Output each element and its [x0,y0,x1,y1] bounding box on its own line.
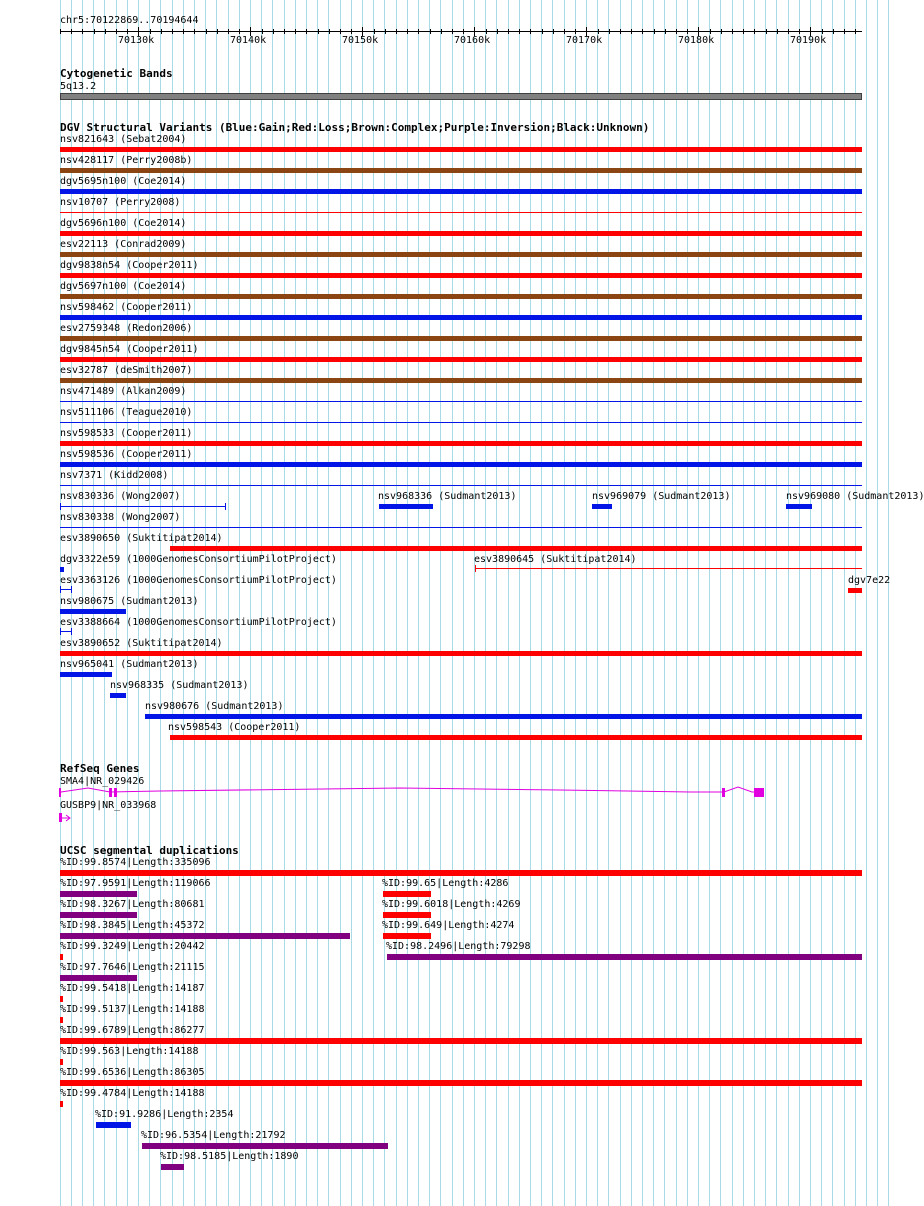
variant-label: nsv968335 (Sudmant2013) [110,680,249,691]
segdup-label: %ID:99.5418|Length:14187 [60,983,205,994]
grid-line [284,0,285,1206]
variant-label: nsv830336 (Wong2007) [60,491,181,502]
ruler-tick [82,29,83,34]
ruler-tick [598,29,599,34]
segdup-bar[interactable] [60,870,862,876]
ruler-tick [407,29,408,34]
ruler-tick [329,29,330,34]
grid-line [855,0,856,1206]
variant-label: nsv598543 (Cooper2011) [168,722,301,733]
segdup-label: %ID:99.6018|Length:4269 [382,899,521,910]
grid-line [552,0,553,1206]
variant-label: dgv9845n54 (Cooper2011) [60,344,199,355]
ruler-tick [855,29,856,34]
cytoband-bar[interactable] [60,93,862,100]
ruler-tick [732,29,733,34]
ruler-tick [754,29,755,34]
ruler-tick [172,29,173,34]
segdup-label: %ID:91.9286|Length:2354 [95,1109,234,1120]
ruler-tick [833,29,834,34]
grid-line [821,0,822,1206]
ruler-tick [318,29,319,34]
variant-label: nsv980676 (Sudmant2013) [145,701,284,712]
segdup-label: %ID:98.3267|Length:80681 [60,899,205,910]
variant-bar[interactable] [110,693,126,698]
grid-line [608,0,609,1206]
refseq-track-title: RefSeq Genes [60,762,140,775]
variant-bar[interactable] [60,485,862,486]
variant-label: nsv980675 (Sudmant2013) [60,596,199,607]
ruler-tick [530,29,531,34]
segdup-bar[interactable] [60,891,137,897]
ruler-tick [273,29,274,34]
variant-bar[interactable] [60,294,862,299]
grid-line [373,0,374,1206]
segdup-label: %ID:99.6789|Length:86277 [60,1025,205,1036]
variant-bar[interactable] [170,546,862,551]
variant-label: esv2759348 (Redon2006) [60,323,193,334]
ruler-tick [564,29,565,34]
variant-label: nsv598533 (Cooper2011) [60,428,193,439]
grid-line [205,0,206,1206]
segdup-bar[interactable] [60,975,137,981]
ruler-tick [766,29,767,34]
variant-bar[interactable] [60,609,126,614]
ruler-tick [508,29,509,34]
segdup-label: %ID:97.7646|Length:21115 [60,962,205,973]
ruler-tick [609,29,610,34]
variant-label: nsv511106 (Teague2010) [60,407,193,418]
ruler-tick [374,29,375,34]
segdup-bar[interactable] [60,1059,63,1065]
grid-line [530,0,531,1206]
variant-label: nsv830338 (Wong2007) [60,512,181,523]
grid-line [429,0,430,1206]
grid-line [295,0,296,1206]
variant-end-cap [475,565,476,572]
grid-line [440,0,441,1206]
variant-label: nsv10707 (Perry2008) [60,197,181,208]
ruler-tick [295,29,296,34]
grid-line [272,0,273,1206]
grid-line [452,0,453,1206]
segdup-label: %ID:98.2496|Length:79298 [386,941,531,952]
variant-bar[interactable] [60,506,226,507]
ruler-tick-label: 70170k [566,35,603,46]
gene-exon [114,788,117,797]
variant-bar[interactable] [60,672,112,677]
segdup-label: %ID:99.65|Length:4286 [382,878,509,889]
variant-label: dgv5696n100 (Coe2014) [60,218,187,229]
grid-line [351,0,352,1206]
ruler-tick [519,29,520,34]
grid-line [653,0,654,1206]
grid-line [317,0,318,1206]
ruler-tick [217,29,218,34]
ruler-tick [497,29,498,34]
variant-bar[interactable] [60,147,862,152]
grid-line [519,0,520,1206]
variant-bar[interactable] [60,168,862,173]
variant-bar[interactable] [60,462,862,467]
variant-bar[interactable] [60,315,862,320]
variant-bar[interactable] [60,527,862,528]
variant-end-cap [71,628,72,635]
segdup-bar[interactable] [60,996,63,1002]
segdup-label: %ID:98.5185|Length:1890 [160,1151,299,1162]
variant-bar[interactable] [60,231,862,236]
grid-line [765,0,766,1206]
ruler-tick [676,29,677,34]
variant-label: nsv968336 (Sudmant2013) [378,491,517,502]
variant-bar[interactable] [379,504,433,509]
variant-bar[interactable] [60,212,862,213]
grid-line [575,0,576,1206]
grid-line [228,0,229,1206]
ruler-tick [262,29,263,34]
variant-end-cap [60,503,61,510]
gene-exon [109,788,112,797]
ruler-tick [463,29,464,34]
ruler-tick [777,29,778,34]
variant-label: esv3363126 (1000GenomesConsortiumPilotProject) [60,575,337,586]
variant-bar[interactable] [60,567,64,572]
gene-label: GUSBP9|NR_033968 [60,800,157,811]
grid-line [620,0,621,1206]
variant-bar[interactable] [60,401,862,402]
variant-bar[interactable] [848,588,862,593]
ruler-tick [844,29,845,34]
ruler-tick [306,29,307,34]
segdup-bar[interactable] [142,1143,388,1149]
grid-line [664,0,665,1206]
grid-line [597,0,598,1206]
strand-arrow-icon [58,812,74,824]
ruler-tick-label: 70130k [118,35,155,46]
variant-bar[interactable] [592,504,612,509]
grid-line [541,0,542,1206]
ruler-tick [575,29,576,34]
variant-bar[interactable] [60,357,862,362]
variant-bar[interactable] [60,252,862,257]
variant-label: dgv3322e59 (1000GenomesConsortiumPilotProject) [60,554,337,565]
ruler-tick [553,29,554,34]
variant-bar[interactable] [170,735,862,740]
grid-line [485,0,486,1206]
ruler-tick [239,29,240,34]
grid-line [877,0,878,1206]
segdup-label: %ID:96.5354|Length:21792 [141,1130,286,1141]
variant-label: esv3388664 (1000GenomesConsortiumPilotProject) [60,617,337,628]
ruler-tick [150,29,151,34]
variant-label: nsv471489 (Alkan2009) [60,386,187,397]
grid-line [586,0,587,1206]
variant-label: nsv598536 (Cooper2011) [60,449,193,460]
ruler-tick [127,29,128,34]
variant-bar[interactable] [475,568,862,569]
ruler-tick [542,29,543,34]
grid-line [676,0,677,1206]
segdup-bar[interactable] [60,1101,63,1107]
grid-line [396,0,397,1206]
variant-label: esv3890645 (Suktitipat2014) [474,554,637,565]
grid-line [261,0,262,1206]
segdup-bar[interactable] [60,954,63,960]
variant-label: dgv5697n100 (Coe2014) [60,281,187,292]
segdup-bar[interactable] [383,891,431,897]
ruler-tick [631,29,632,34]
grid-line [832,0,833,1206]
ruler-tick [351,29,352,34]
ruler-tick [161,29,162,34]
segdup-bar[interactable] [383,912,431,918]
segdup-label: %ID:99.649|Length:4274 [382,920,515,931]
grid-line [709,0,710,1206]
grid-line [687,0,688,1206]
segdup-label: %ID:99.3249|Length:20442 [60,941,205,952]
ruler-tick [654,29,655,34]
grid-line [496,0,497,1206]
ruler-tick [687,29,688,34]
ruler-tick [620,29,621,34]
grid-line [306,0,307,1206]
variant-label: nsv965041 (Sudmant2013) [60,659,199,670]
grid-line [418,0,419,1206]
cytoband-label: 5q13.2 [60,81,97,92]
variant-bar[interactable] [786,504,812,509]
segdup-track-title: UCSC segmental duplications [60,844,239,857]
ruler-tick [105,29,106,34]
gene-exon [59,788,61,797]
ruler-tick-label: 70190k [790,35,827,46]
ruler-tick [418,29,419,34]
grid-line [631,0,632,1206]
ruler-tick [340,29,341,34]
grid-line [799,0,800,1206]
segdup-label: %ID:99.563|Length:14188 [60,1046,199,1057]
segdup-label: %ID:99.4784|Length:14188 [60,1088,205,1099]
ruler-tick [60,29,61,34]
variant-label: nsv969080 (Sudmant2013) [786,491,924,502]
variant-label: esv3890652 (Suktitipat2014) [60,638,223,649]
variant-end-cap [71,586,72,593]
variant-label: esv32787 (deSmith2007) [60,365,193,376]
grid-line [463,0,464,1206]
variant-label: dgv9838n54 (Cooper2011) [60,260,199,271]
variant-end-cap [60,628,61,635]
variant-bar[interactable] [60,378,862,383]
ruler-tick-label: 70150k [342,35,379,46]
variant-bar[interactable] [60,651,862,656]
variant-label: nsv598462 (Cooper2011) [60,302,193,313]
ruler-tick [788,29,789,34]
grid-line [888,0,889,1206]
variant-label: dgv5695n100 (Coe2014) [60,176,187,187]
segdup-label: %ID:99.5137|Length:14188 [60,1004,205,1015]
grid-line [754,0,755,1206]
grid-line [698,0,699,1206]
ruler-tick [194,29,195,34]
variant-bar[interactable] [60,441,862,446]
segdup-label: %ID:99.8574|Length:335096 [60,857,211,868]
dgv-track-title: DGV Structural Variants (Blue:Gain;Red:Loss;Brown:Complex;Purple:Inversion;Black:Unknown) [60,121,650,134]
grid-line [474,0,475,1206]
position-label: chr5:70122869..70194644 [60,15,199,26]
ruler-tick [71,29,72,34]
variant-bar[interactable] [60,422,862,423]
grid-line [250,0,251,1206]
gene-label: SMA4|NR_029426 [60,776,145,787]
variant-bar[interactable] [60,273,862,278]
variant-label: esv3890650 (Suktitipat2014) [60,533,223,544]
ruler-tick [665,29,666,34]
grid-line [340,0,341,1206]
ruler-tick [385,29,386,34]
variant-end-cap [60,586,61,593]
grid-line [564,0,565,1206]
ruler-tick [743,29,744,34]
gene-exon [754,788,764,797]
segdup-bar[interactable] [387,954,862,960]
grid-line [642,0,643,1206]
variant-label: nsv7371 (Kidd2008) [60,470,169,481]
ruler-tick [710,29,711,34]
segdup-label: %ID:97.9591|Length:119066 [60,878,211,889]
ruler-tick [486,29,487,34]
grid-line [732,0,733,1206]
ruler-tick [642,29,643,34]
segdup-bar[interactable] [60,933,350,939]
grid-line [407,0,408,1206]
grid-line [720,0,721,1206]
grid-line [743,0,744,1206]
ruler-tick [430,29,431,34]
grid-line [216,0,217,1206]
grid-line [384,0,385,1206]
variant-label: nsv969079 (Sudmant2013) [592,491,731,502]
ruler-tick [721,29,722,34]
ruler-tick [94,29,95,34]
ruler-tick [822,29,823,34]
variant-bar[interactable] [60,336,862,341]
variant-label: nsv821643 (Sebat2004) [60,134,187,145]
grid-line [508,0,509,1206]
ruler-tick-label: 70140k [230,35,267,46]
grid-line [239,0,240,1206]
cytoband-track-title: Cytogenetic Bands [60,67,173,80]
variant-label: esv22113 (Conrad2009) [60,239,187,250]
segdup-bar[interactable] [96,1122,131,1128]
grid-line [866,0,867,1206]
variant-bar[interactable] [60,189,862,194]
variant-label: nsv428117 (Perry2008b) [60,155,193,166]
ruler-tick [116,29,117,34]
grid-line [844,0,845,1206]
segdup-label: %ID:98.3845|Length:45372 [60,920,205,931]
variant-end-cap [225,503,226,510]
ruler-tick [452,29,453,34]
ruler-tick [228,29,229,34]
variant-bar[interactable] [145,714,862,719]
segdup-bar[interactable] [383,933,431,939]
ruler-tick-label: 70180k [678,35,715,46]
ruler-tick [396,29,397,34]
ruler-tick [284,29,285,34]
ruler-tick [799,29,800,34]
grid-line [810,0,811,1206]
gene-exon [722,788,725,797]
segdup-bar[interactable] [60,1038,862,1044]
grid-line [776,0,777,1206]
grid-line [788,0,789,1206]
grid-line [328,0,329,1206]
segdup-bar[interactable] [60,1080,862,1086]
segdup-bar[interactable] [60,912,137,918]
segdup-label: %ID:99.6536|Length:86305 [60,1067,205,1078]
ruler-tick [441,29,442,34]
segdup-bar[interactable] [161,1164,184,1170]
ruler-tick-label: 70160k [454,35,491,46]
ruler-tick [183,29,184,34]
segdup-bar[interactable] [60,1017,63,1023]
grid-line [362,0,363,1206]
ruler-tick [206,29,207,34]
variant-label: dgv7e22 [848,575,891,586]
